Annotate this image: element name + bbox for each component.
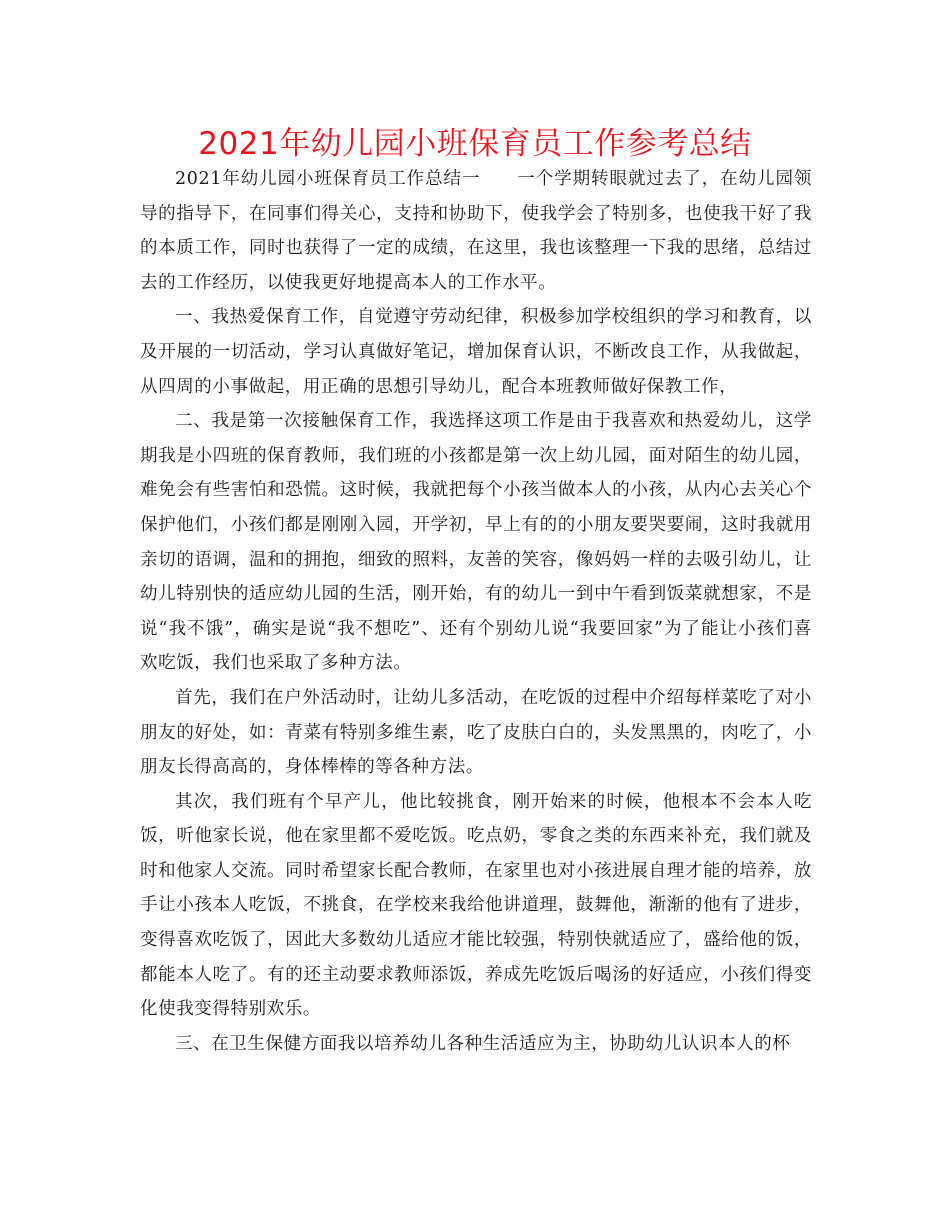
paragraph-section-two: 二、我是第一次接触保育工作，我选择这项工作是由于我喜欢和热爱幼儿，这学期我是小四班的保育教师，我们班的小孩都是第一次上幼儿园，面对陌生的幼儿园，难免会有些害怕和恐慌。这时候，我就把每个小孩当做本人的小孩，从内心去关心个保护他们，小孩们都是刚刚入园，开学初，早上有的的小朋友要哭要闹，这时我就用亲切的语调，温和的拥抱，细致的照料，友善的笑容，像妈妈一样的去吸引幼儿，让幼儿特别快的适应幼儿园的生活，刚开始，有的幼儿一到中午看到饭菜就想家，不是说“我不饿”，确实是说“我不想吃”、还有个别幼儿说“我要回家”为了能让小孩们喜欢吃饭，我们也采取了多种方法。 <box>140 411 812 674</box>
document-body <box>140 162 812 1061</box>
paragraph-section-three: 三、在卫生保健方面我以培养幼儿各种生活适应为主，协助幼儿认识本人的杯 <box>175 1033 791 1054</box>
paragraph-second: 其次，我们班有个早产儿，他比较挑食，刚开始来的时候，他根本不会本人吃饭，听他家长说，他在家里都不爱吃饭。吃点奶，零食之类的东西来补充，我们就及时和他家人交流。同时希望家长配合教师，在家里也对小孩进展自理才能的培养，放手让小孩本人吃饭，不挑食，在学校来我给他讲道理，鼓舞他，渐渐的他有了进步，变得喜欢吃饭了，因此大多数幼儿适应才能比较强，特别快就适应了，盛给他的饭，都能本人吃了。有的还主动要求教师添饭，养成先吃饭后喝汤的好适应，小孩们得变化使我变得特别欢乐。 <box>140 791 812 1020</box>
paragraph-first: 首先，我们在户外活动时，让幼儿多活动，在吃饭的过程中介绍每样菜吃了对小朋友的好处，如：青菜有特别多维生素，吃了皮肤白白的，头发黑黑的，肉吃了，小朋友长得高高的，身体棒棒的等各种方法。 <box>140 687 812 778</box>
paragraph-intro: 2021年幼儿园小班保育员工作总结一 一个学期转眼就过去了，在幼儿园领导的指导下，在同事们得关心，支持和协助下，使我学会了特别多，也使我干好了我的本质工作，同时也获得了一定的成绩，在这里，我也该整理一下我的思绪，总结过去的工作经历，以使我更好地提高本人的工作水平。 <box>140 169 812 293</box>
paragraph-section-one: 一、我热爱保育工作，自觉遵守劳动纪律，积极参加学校组织的学习和教育，以及开展的一切活动，学习认真做好笔记，增加保育认识，不断改良工作，从我做起，从四周的小事做起，用正确的思想引导幼儿，配合本班教师做好保教工作， <box>140 307 812 397</box>
document-title: 2021年幼儿园小班保育员工作参考总结 <box>198 126 752 162</box>
